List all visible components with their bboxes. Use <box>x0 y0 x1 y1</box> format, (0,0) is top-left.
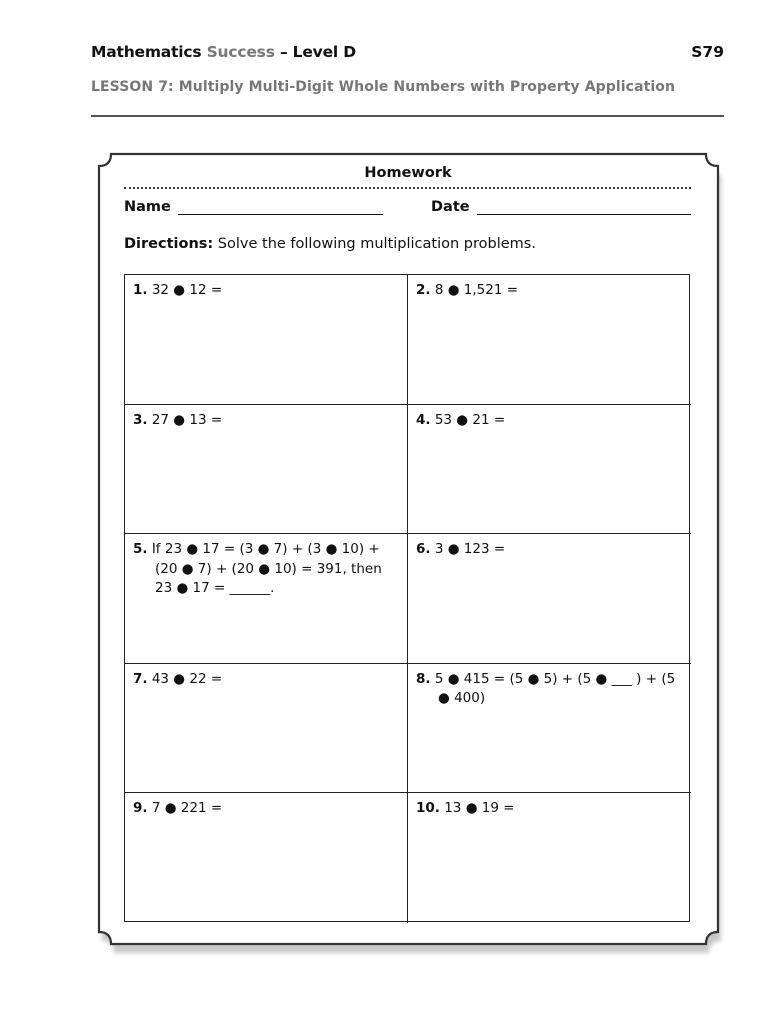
date-field[interactable] <box>477 214 691 215</box>
problem-cell-5[interactable] <box>125 534 408 664</box>
date-label: Date <box>431 199 470 215</box>
worksheet-title: Homework <box>364 165 452 181</box>
problem-number: 8. <box>416 670 431 687</box>
problem-number: 9. <box>133 800 148 817</box>
dotted-separator <box>124 187 691 189</box>
problem-number: 2. <box>416 282 431 298</box>
problem-cell-6[interactable] <box>408 534 691 664</box>
directions <box>124 236 536 252</box>
page-number: S79 <box>691 43 724 61</box>
problem-number: 3. <box>133 411 148 428</box>
problem-cell-3[interactable] <box>125 405 408 535</box>
name-label: Name <box>124 199 171 215</box>
problem-text: 27 ● 13 = <box>151 411 223 428</box>
problem-grid <box>124 274 690 922</box>
problem-text: 53 ● 21 = <box>434 411 506 428</box>
problem-number: 10. <box>416 800 440 817</box>
series-title-part2: Success <box>206 43 275 61</box>
problem-text: If 23 ● 17 = (3 ● 7) + (3 ● 10) + (20 ● 7) + (20 ● 10) = 391, then 23 ● 17 = ______. <box>151 541 382 597</box>
problem-cell-2[interactable] <box>408 275 691 405</box>
problem-number: 4. <box>416 411 431 428</box>
series-title-part3: – Level D <box>279 43 356 61</box>
problem-number: 1. <box>133 282 148 298</box>
problem-number: 7. <box>133 670 148 687</box>
directions-label: Directions: <box>124 236 214 252</box>
problem-text: 32 ● 12 = <box>151 282 223 298</box>
problem-cell-8[interactable] <box>408 664 691 794</box>
problem-text: 13 ● 19 = <box>444 800 515 817</box>
problem-cell-10[interactable] <box>408 793 691 923</box>
problem-number: 5. <box>133 541 148 558</box>
problem-cell-9[interactable] <box>125 793 408 923</box>
problem-number: 6. <box>416 541 431 558</box>
problem-cell-1[interactable] <box>125 275 408 405</box>
problem-text: 7 ● 221 = <box>151 800 223 817</box>
series-title-part1: Mathematics <box>91 43 202 61</box>
name-field[interactable] <box>178 214 383 215</box>
problem-cell-4[interactable] <box>408 405 691 535</box>
problem-cell-7[interactable] <box>125 664 408 794</box>
problem-text: 3 ● 123 = <box>434 541 506 558</box>
lesson-title: LESSON 7: Multiply Multi-Digit Whole Numbers with Property Application <box>91 79 676 95</box>
problem-text: 5 ● 415 = (5 ● 5) + (5 ● ___ ) + (5 ● 400) <box>434 670 676 707</box>
problem-text: 43 ● 22 = <box>151 670 223 687</box>
directions-text: Solve the following multiplication problems. <box>213 236 536 252</box>
problem-text: 8 ● 1,521 = <box>434 282 519 298</box>
